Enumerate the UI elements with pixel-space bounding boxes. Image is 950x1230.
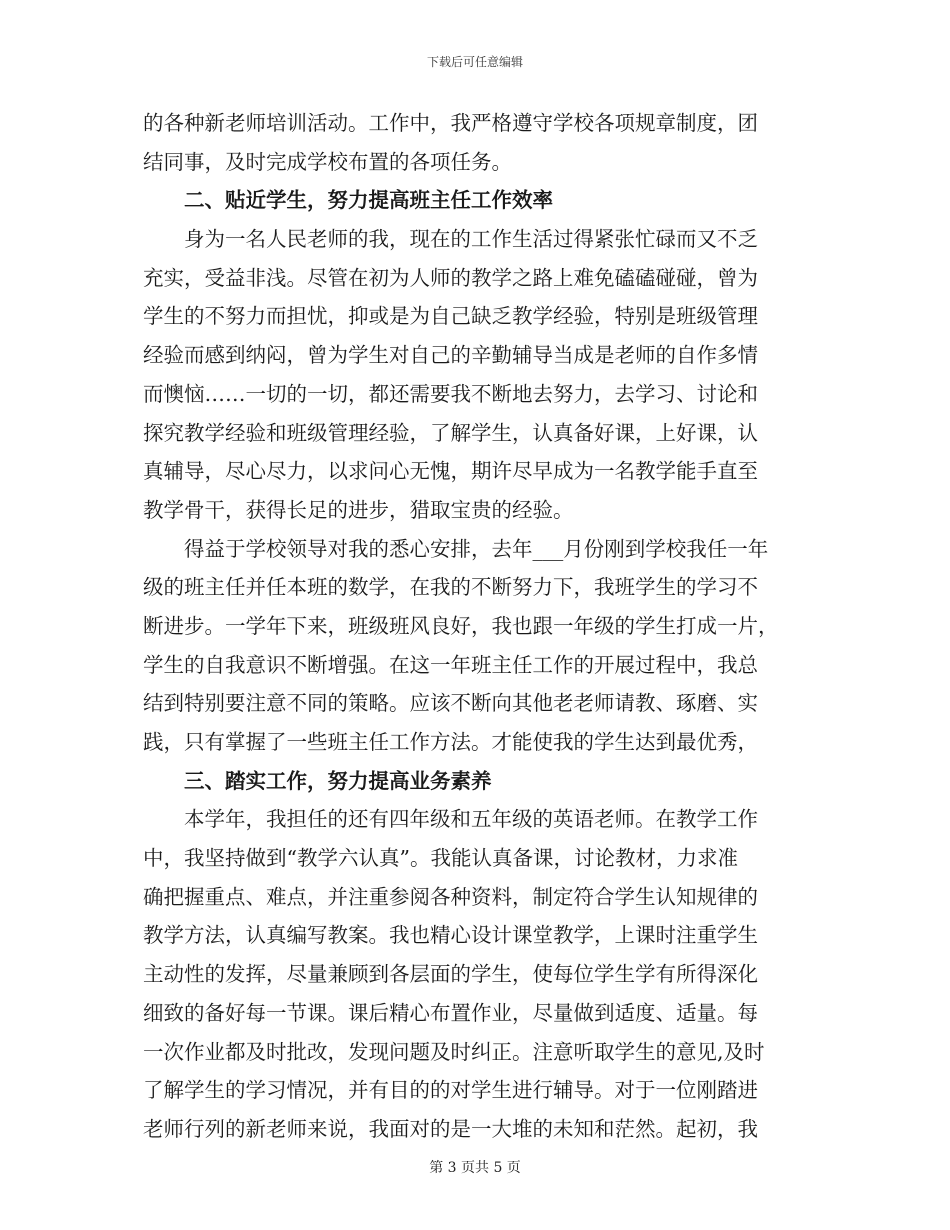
- body-text-line: 了解学生的学习情况，并有目的的对学生进行辅导。对于一位刚踏进: [143, 1078, 758, 1103]
- body-text-line: 级的班主任并任本班的数学，在我的不断努力下，我班学生的学习不: [143, 575, 758, 600]
- body-text-line: 确把握重点、难点，并注重参阅各种资料，制定符合学生认知规律的: [143, 884, 758, 909]
- document-body: [143, 104, 807, 1149]
- section-heading: 三、踏实工作，努力提高业务素养: [184, 768, 492, 793]
- body-text-line: 真辅导，尽心尽力，以求问心无愧，期许尽早成为一名教学能手直至: [143, 459, 758, 484]
- body-text-line: 得益于学校领导对我的悉心安排，去年___月份刚到学校我任一年: [143, 536, 769, 561]
- body-text-line: 学生的自我意识不断增强。在这一年班主任工作的开展过程中，我总: [143, 652, 758, 677]
- page-footer: 第 3 页共 5 页: [429, 1160, 521, 1176]
- body-text-line: 主动性的发挥，尽量兼顾到各层面的学生，使每位学生学有所得深化: [143, 962, 758, 987]
- body-text-line: 践，只有掌握了一些班主任工作方法。才能使我的学生达到最优秀，: [143, 730, 758, 754]
- body-text-line: 的各种新老师培训活动。工作中，我严格遵守学校各项规章制度，团: [143, 111, 758, 135]
- body-text-line: 一次作业都及时批改，发现问题及时纠正。注意听取学生的意见,及时: [143, 1039, 765, 1064]
- body-text-line: 结同事，及时完成学校布置的各项任务。: [143, 149, 512, 174]
- body-text-line: 断进步。一学年下来，班级班风良好，我也跟一年级的学生打成一片，: [143, 613, 779, 638]
- section-heading: 二、贴近学生，努力提高班主任工作效率: [184, 188, 553, 213]
- body-text-line: 老师行列的新老师来说，我面对的是一大堆的未知和茫然。起初，我: [143, 1116, 758, 1141]
- body-text-line: 细致的备好每一节课。课后精心布置作业，尽量做到适度、适量。每: [143, 1000, 758, 1025]
- page-header: 下载后可任意编辑: [426, 55, 523, 69]
- body-text-line: 教学骨干，获得长足的进步，猎取宝贵的经验。: [143, 497, 574, 522]
- body-text-line: 本学年，我担任的还有四年级和五年级的英语老师。在教学工作: [143, 807, 758, 832]
- body-text-line: 教学方法，认真编写教案。我也精心设计课堂教学，上课时注重学生: [143, 923, 758, 948]
- body-text-line: 学生的不努力而担忧，抑或是为自己缺乏教学经验，特别是班级管理: [143, 304, 758, 329]
- body-text-line: 探究教学经验和班级管理经验，了解学生，认真备好课，上好课，认: [143, 420, 758, 445]
- body-text-line: 中，我坚持做到“教学六认真”。我能认真备课，讨论教材，力求准: [143, 846, 738, 871]
- body-text-line: 结到特别要注意不同的策略。应该不断向其他老老师请教、琢磨、实: [143, 691, 758, 716]
- body-text-line: 充实，受益非浅。尽管在初为人师的教学之路上难免磕磕碰碰，曾为: [143, 265, 758, 290]
- body-text-line: 身为一名人民老师的我，现在的工作生活过得紧张忙碌而又不乏: [143, 227, 758, 252]
- body-text-line: 经验而感到纳闷，曾为学生对自己的辛勤辅导当成是老师的自作多情: [143, 343, 758, 368]
- body-text-line: 而懊恼……一切的一切，都还需要我不断地去努力，去学习、讨论和: [143, 381, 758, 406]
